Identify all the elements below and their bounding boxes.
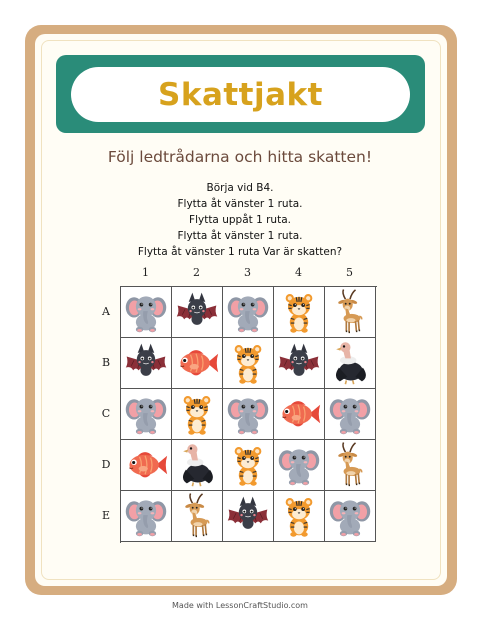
subtitle: Följ ledtrådarna och hitta skatten! [107,148,373,166]
footer-credit: Made with LessonCraftStudio.com [172,601,308,610]
instruction-line: Flytta åt vänster 1 ruta. [177,230,303,242]
tiger-icon [225,340,271,386]
tiger-icon [174,391,220,437]
row-header: B [101,356,111,369]
grid-cell-A5 [325,287,376,338]
vulture-icon [327,340,373,386]
tiger-icon [276,289,322,335]
instruction-line: Flytta åt vänster 1 ruta. [177,198,303,210]
grid-cell-C4 [274,389,325,440]
grid-cell-B1 [121,338,172,389]
grid-cell-B3 [223,338,274,389]
grid-cell-D4 [274,440,325,491]
elephant-icon [225,391,271,437]
bat-icon [276,340,322,386]
tiger-icon [276,493,322,539]
column-header: 1 [142,266,149,279]
column-header: 4 [295,266,302,279]
fish-icon [276,391,322,437]
grid-cell-B2 [172,338,223,389]
grid-cell-E5 [325,491,376,542]
elephant-icon [327,391,373,437]
grid-cell-A2 [172,287,223,338]
row-header: A [102,305,110,318]
antelope-icon [327,289,373,335]
row-header: D [101,458,111,471]
grid-cell-E2 [172,491,223,542]
title-pill [71,67,410,122]
bat-icon [174,289,220,335]
page-title: Skattjakt [158,76,323,113]
elephant-icon [123,391,169,437]
grid-cell-D2 [172,440,223,491]
grid-cell-E3 [223,491,274,542]
grid-cell-C1 [121,389,172,440]
elephant-icon [327,493,373,539]
bat-icon [225,493,271,539]
instruction-line: Flytta uppåt 1 ruta. [189,214,291,226]
elephant-icon [276,442,322,488]
instructions [40,180,440,260]
column-header: 3 [244,266,251,279]
tiger-icon [225,442,271,488]
row-header: C [101,407,111,420]
grid-cell-C5 [325,389,376,440]
grid-cell-B4 [274,338,325,389]
grid-cell-B5 [325,338,376,389]
grid-cell-C3 [223,389,274,440]
grid-cell-A3 [223,287,274,338]
instruction-line: Flytta åt vänster 1 ruta Var är skatten? [137,246,343,258]
grid-cell-D3 [223,440,274,491]
instruction-line: Börja vid B4. [206,182,274,194]
grid-cell-D1 [121,440,172,491]
elephant-icon [225,289,271,335]
column-header: 5 [346,266,353,279]
grid-cell-D5 [325,440,376,491]
bat-icon [123,340,169,386]
fish-icon [123,442,169,488]
column-header: 2 [193,266,200,279]
animal-grid [120,286,377,543]
grid-cell-E4 [274,491,325,542]
vulture-icon [174,442,220,488]
grid-cell-E1 [121,491,172,542]
grid-cell-C2 [172,389,223,440]
elephant-icon [123,493,169,539]
antelope-icon [327,442,373,488]
elephant-icon [123,289,169,335]
grid-cell-A1 [121,287,172,338]
grid-cell-A4 [274,287,325,338]
fish-icon [174,340,220,386]
antelope-icon [174,493,220,539]
row-header: E [101,509,111,522]
